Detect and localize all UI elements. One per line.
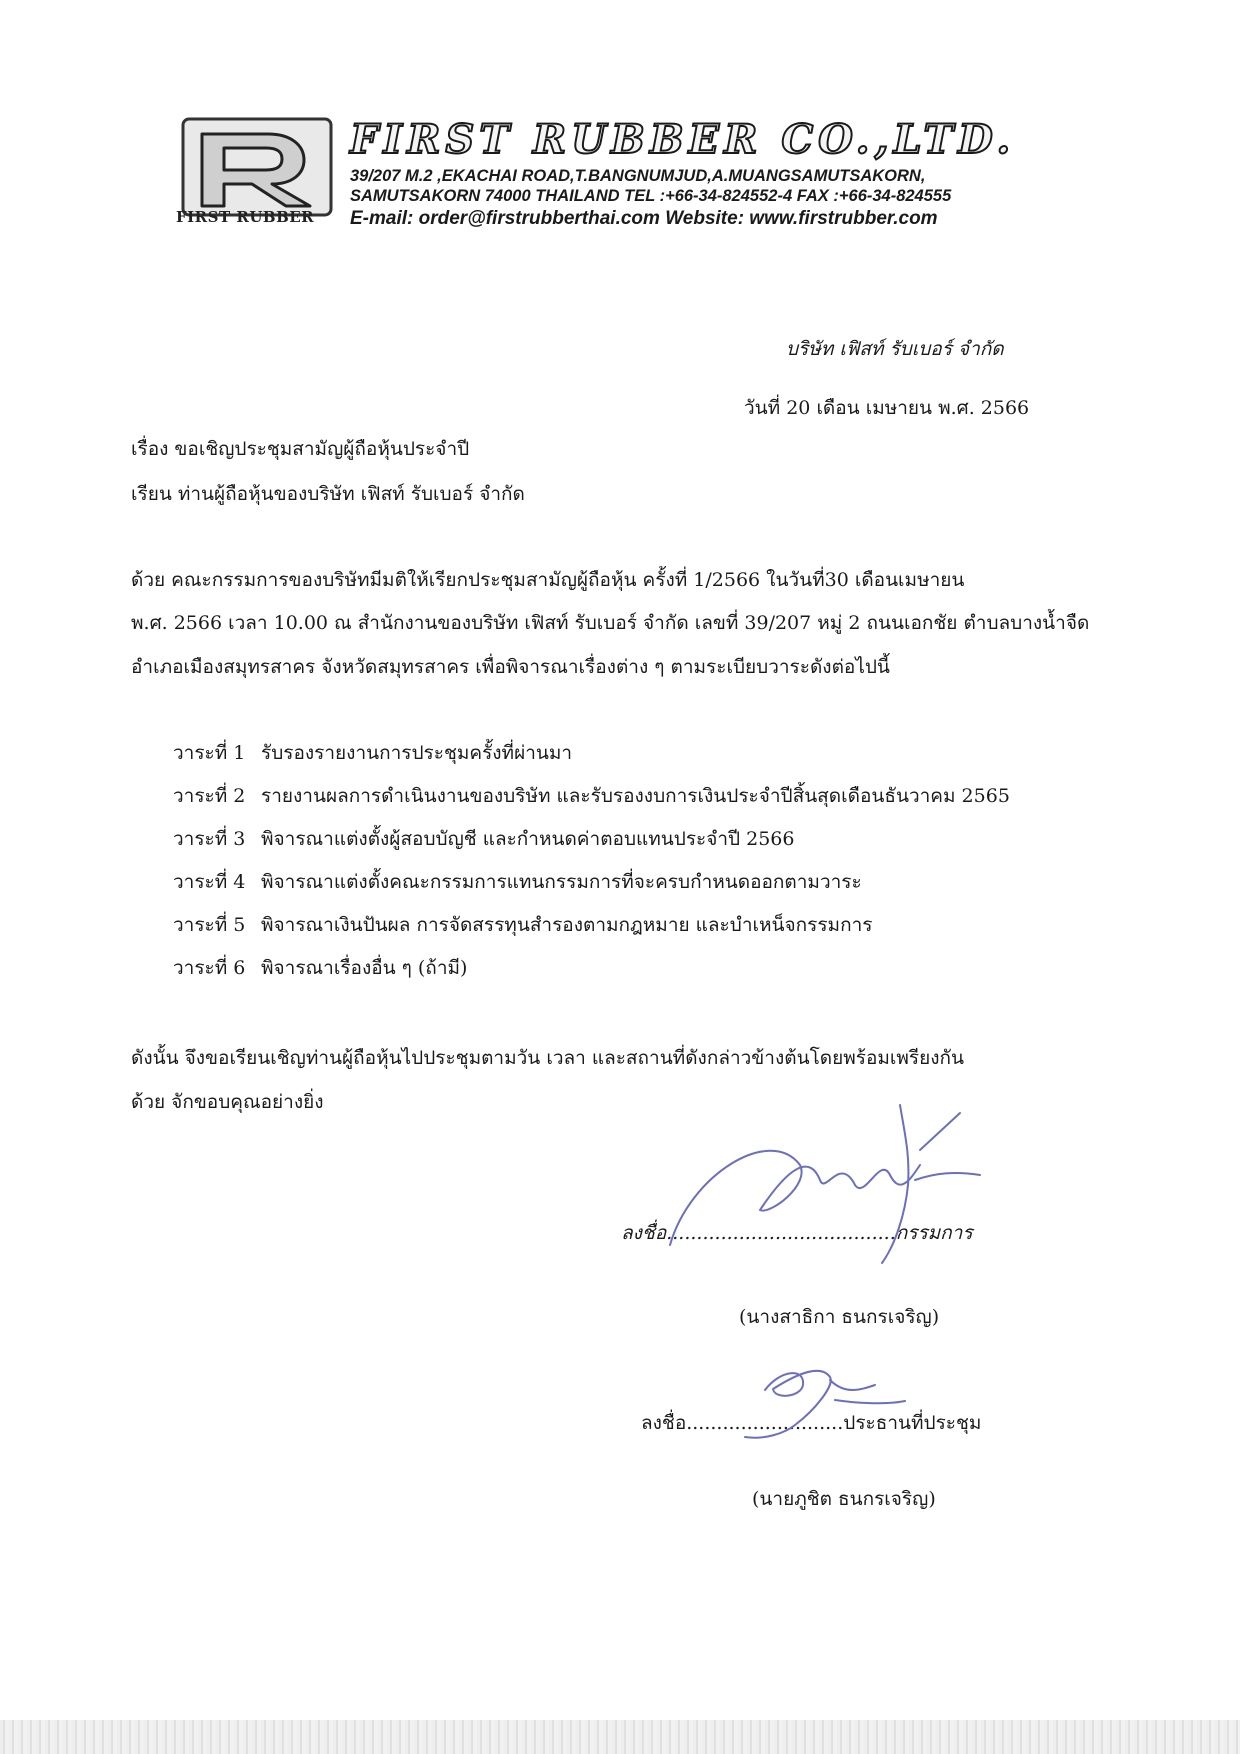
company-contact-line: E-mail: order@firstrubberthai.com Website: www.firstrubber.com: [350, 208, 938, 229]
scan-artifact-strip: [0, 1720, 1240, 1754]
closing-line-1: ดังนั้น จึงขอเรียนเชิญท่านผู้ถือหุ้นไปประชุมตามวัน เวลา และสถานที่ดังกล่าวข้างต้นโดยพร้อมเพรียงกัน: [131, 1047, 965, 1069]
agenda-text: พิจารณาแต่งตั้งผู้สอบบัญชี และกำหนดค่าตอบแทนประจำปี 2566: [261, 828, 795, 850]
letter-recipient: เรียน ท่านผู้ถือหุ้นของบริษัท เฟิสท์ รับเบอร์ จำกัด: [131, 483, 525, 505]
agenda-label: วาระที่ 2: [173, 785, 246, 807]
letter-date: วันที่ 20 เดือน เมษายน พ.ศ. 2566: [744, 397, 1030, 419]
agenda-text: รายงานผลการดำเนินงานของบริษัท และรับรองงบการเงินประจำปีสิ้นสุดเดือนธันวาคม 2565: [261, 785, 1010, 807]
agenda-label: วาระที่ 5: [173, 914, 246, 936]
agenda-item: [173, 914, 1010, 957]
agenda-text: พิจารณาเรื่องอื่น ๆ (ถ้ามี): [261, 957, 468, 979]
body-line-3: อำเภอเมืองสมุทรสาคร จังหวัดสมุทรสาคร เพื่อพิจารณาเรื่องต่าง ๆ ตามระเบียบวาระดังต่อไปนี้: [131, 656, 890, 678]
closing-line-2: ด้วย จักขอบคุณอย่างยิ่ง: [131, 1091, 324, 1113]
chair-signature-line: ลงชื่อ..........................ประธานที่ประชุม: [641, 1412, 982, 1434]
agenda-label: วาระที่ 4: [173, 871, 246, 893]
body-line-2: พ.ศ. 2566 เวลา 10.00 ณ สำนักงานของบริษัท เฟิสท์ รับเบอร์ จำกัด เลขที่ 39/207 หมู่ 2 ถนนเอกชัย ตำบลบางน้ำจืด: [131, 612, 1090, 634]
agenda-text: พิจารณาเงินปันผล การจัดสรรทุนสำรองตามกฎหมาย และบำเหน็จกรรมการ: [261, 914, 873, 936]
agenda-text: พิจารณาแต่งตั้งคณะกรรมการแทนกรรมการที่จะครบกำหนดออกตามวาระ: [261, 871, 862, 893]
director-signature-line: ลงชื่อ......................................กรรมการ: [621, 1222, 973, 1244]
agenda-item: [173, 742, 1010, 785]
agenda-label: วาระที่ 3: [173, 828, 246, 850]
agenda-item: [173, 871, 1010, 914]
body-line-1: ด้วย คณะกรรมการของบริษัทมีมติให้เรียกประชุมสามัญผู้ถือหุ้น ครั้งที่ 1/2566 ในวันที่30 เดือนเมษายน: [131, 569, 965, 591]
director-name: (นางสาธิกา ธนกรเจริญ): [739, 1306, 940, 1328]
agenda-item: [173, 828, 1010, 871]
agenda-label: วาระที่ 1: [173, 742, 246, 764]
letter-subject: เรื่อง ขอเชิญประชุมสามัญผู้ถือหุ้นประจำปี: [131, 438, 470, 460]
agenda-label: วาระที่ 6: [173, 957, 246, 979]
sender-company: บริษัท เฟิสท์ รับเบอร์ จำกัด: [786, 338, 1004, 360]
company-address-line-2: SAMUTSAKORN 74000 THAILAND TEL :+66-34-824552-4 FAX :+66-34-824555: [350, 187, 952, 205]
agenda-item: [173, 785, 1010, 828]
agenda-text: รับรองรายงานการประชุมครั้งที่ผ่านมา: [261, 742, 573, 764]
chair-name: (นายภูชิต ธนกรเจริญ): [752, 1488, 936, 1510]
company-address-line-1: 39/207 M.2 ,EKACHAI ROAD,T.BANGNUMJUD,A.MUANGSAMUTSAKORN,: [350, 167, 926, 185]
company-name: FIRST RUBBER CO.,LTD.: [350, 116, 1016, 163]
agenda-item: [173, 957, 1010, 1000]
agenda-list: [173, 742, 1010, 1000]
logo-caption: FIRST RUBBER: [176, 208, 315, 226]
